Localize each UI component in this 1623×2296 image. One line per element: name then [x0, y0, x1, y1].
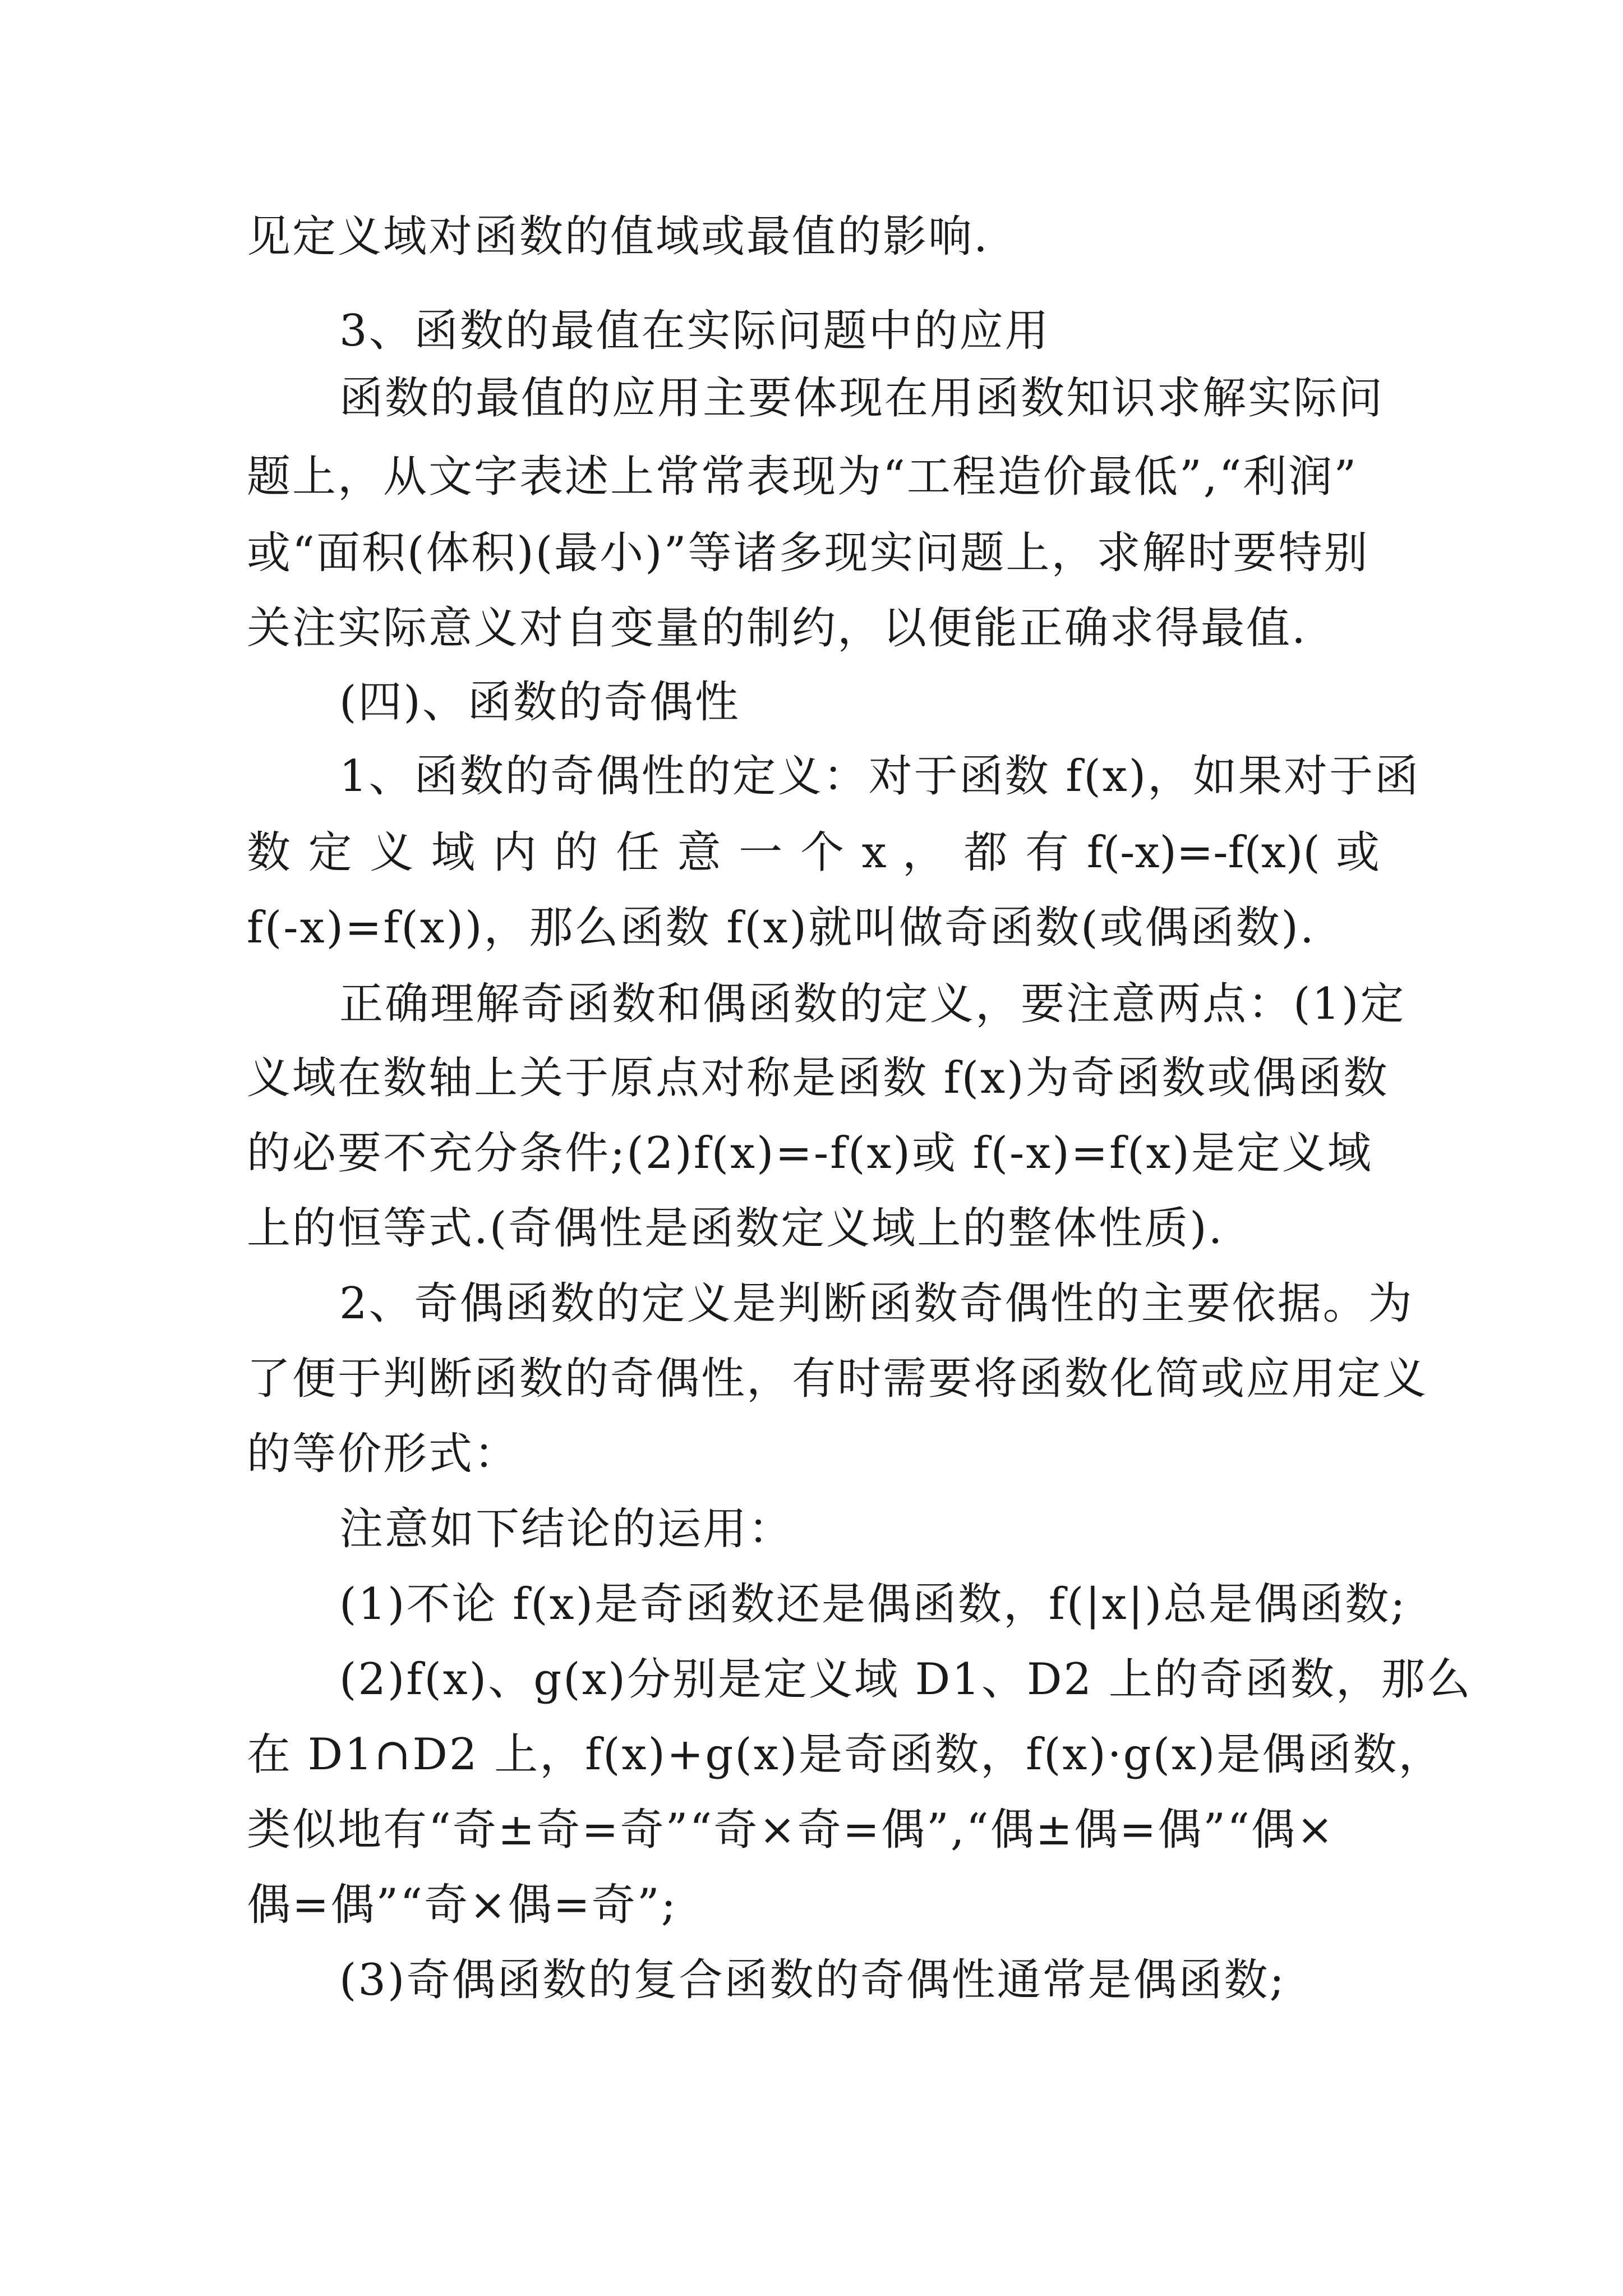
- text-line: 了便于判断函数的奇偶性，有时需要将函数化简或应用定义: [247, 1354, 1428, 1404]
- text-line: 或“面积(体积)(最小)”等诸多现实问题上，求解时要特别: [247, 528, 1370, 578]
- text-line: 在 D1∩D2 上，f(x)+g(x)是奇函数，f(x)·g(x)是偶函数，: [247, 1729, 1444, 1780]
- list-item: (3)奇偶函数的复合函数的奇偶性通常是偶函数;: [339, 1955, 1286, 2005]
- text-line: 2、奇偶函数的定义是判断函数奇偶性的主要依据。为: [339, 1278, 1414, 1329]
- text-line: f(-x)=f(x))，那么函数 f(x)就叫做奇函数(或偶函数).: [247, 903, 1316, 953]
- section-heading: (四)、函数的奇偶性: [339, 677, 740, 728]
- text-line: 偶=偶”“奇×偶=奇”;: [247, 1880, 677, 1930]
- text-line: 数 定 义 域 内 的 任 意 一 个 x ， 都 有 f(-x)=-f(x)( 或: [247, 827, 1380, 878]
- section-heading: 3、函数的最值在实际问题中的应用: [339, 306, 1050, 356]
- text-line: 注意如下结论的运用：: [339, 1504, 794, 1554]
- text-line: 关注实际意义对自变量的制约，以便能正确求得最值.: [247, 603, 1307, 654]
- text-line: 的等价形式：: [247, 1429, 520, 1479]
- text-line: 类似地有“奇±奇=奇”“奇×奇=偶”,“偶±偶=偶”“偶×: [247, 1805, 1335, 1855]
- text-line: 上的恒等式.(奇偶性是函数定义域上的整体性质).: [247, 1203, 1224, 1254]
- text-line: 函数的最值的应用主要体现在用函数知识求解实际问: [339, 373, 1385, 424]
- list-item: (2)f(x)、g(x)分别是定义域 D1、D2 上的奇函数，那么: [339, 1654, 1472, 1705]
- text-line: 1、函数的奇偶性的定义：对于函数 f(x)，如果对于函: [339, 751, 1421, 802]
- text-line: 题上，从文字表述上常常表现为“工程造价最低”,“利润”: [247, 452, 1358, 502]
- text-line: 义域在数轴上关于原点对称是函数 f(x)为奇函数或偶函数: [247, 1053, 1389, 1103]
- text-line: 正确理解奇函数和偶函数的定义，要注意两点：(1)定: [339, 979, 1406, 1029]
- text-line: 见定义域对函数的值域或最值的影响.: [247, 211, 989, 262]
- text-line: 的必要不充分条件;(2)f(x)=-f(x)或 f(-x)=f(x)是定义域: [247, 1128, 1373, 1179]
- list-item: (1)不论 f(x)是奇函数还是偶函数，f(|x|)总是偶函数;: [339, 1579, 1407, 1630]
